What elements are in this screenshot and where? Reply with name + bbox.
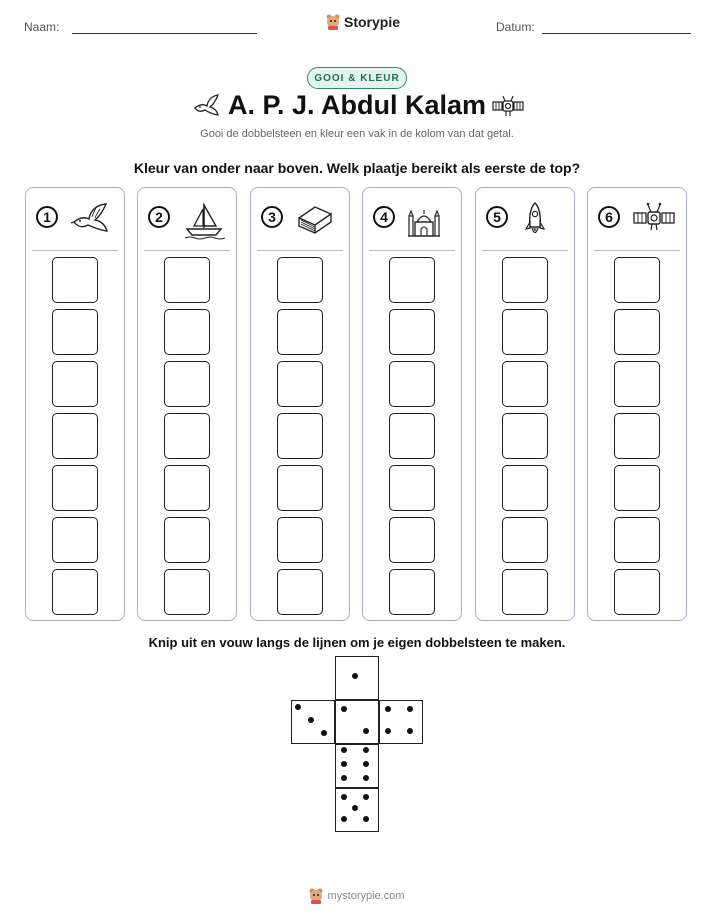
date-line[interactable] (542, 33, 691, 34)
color-box[interactable] (614, 309, 660, 355)
die-pip (341, 747, 347, 753)
column-number: 5 (486, 206, 508, 228)
color-column-5 (475, 187, 575, 621)
color-column-1 (25, 187, 125, 621)
color-box[interactable] (277, 361, 323, 407)
color-box[interactable] (389, 309, 435, 355)
color-box[interactable] (164, 517, 210, 563)
die-pip (407, 706, 413, 712)
column-divider (594, 250, 680, 251)
color-box[interactable] (389, 569, 435, 615)
color-box[interactable] (52, 309, 98, 355)
color-box[interactable] (52, 257, 98, 303)
die-pip (363, 794, 369, 800)
die-face-5 (335, 788, 379, 832)
color-box[interactable] (614, 517, 660, 563)
die-pip (363, 747, 369, 753)
satellite-icon (492, 93, 524, 119)
column-number: 6 (598, 206, 620, 228)
die-pip (352, 673, 358, 679)
color-box[interactable] (502, 361, 548, 407)
satellite-icon (632, 200, 676, 241)
color-box[interactable] (502, 569, 548, 615)
die-pip (321, 730, 327, 736)
instruction-heading: Kleur van onder naar boven. Welk plaatje bereikt als eerste de top? (133, 160, 581, 176)
die-pip (363, 816, 369, 822)
color-column-3 (250, 187, 350, 621)
column-divider (144, 250, 230, 251)
color-box[interactable] (502, 517, 548, 563)
sailboat-icon (182, 200, 226, 245)
rocket-icon (520, 200, 550, 247)
page-title: A. P. J. Abdul Kalam (227, 90, 487, 120)
color-column-2 (137, 187, 237, 621)
color-box[interactable] (389, 257, 435, 303)
book-icon (295, 200, 335, 245)
page-subtitle: Gooi de dobbelsteen en kleur een vak in de kolom van dat getal. (200, 128, 514, 140)
die-pip (341, 775, 347, 781)
color-box[interactable] (389, 465, 435, 511)
color-box[interactable] (52, 465, 98, 511)
column-divider (32, 250, 118, 251)
date-label: Datum: (496, 20, 535, 34)
column-divider (257, 250, 343, 251)
color-box[interactable] (614, 465, 660, 511)
color-box[interactable] (389, 517, 435, 563)
dice-net (291, 656, 425, 836)
die-pip (341, 794, 347, 800)
footer-url: mystorypie.com (327, 890, 405, 902)
color-box[interactable] (164, 361, 210, 407)
die-pip (341, 816, 347, 822)
die-pip (308, 717, 314, 723)
color-box[interactable] (502, 309, 548, 355)
die-pip (407, 728, 413, 734)
color-box[interactable] (502, 413, 548, 459)
color-box[interactable] (614, 569, 660, 615)
color-box[interactable] (52, 413, 98, 459)
color-box[interactable] (277, 569, 323, 615)
color-box[interactable] (277, 309, 323, 355)
die-pip (341, 761, 347, 767)
column-number: 4 (373, 206, 395, 228)
color-box[interactable] (614, 257, 660, 303)
color-column-6 (587, 187, 687, 621)
dove-icon (70, 200, 112, 245)
game-badge: GOOI & KLEUR (307, 67, 407, 89)
die-face-2 (335, 700, 379, 744)
color-box[interactable] (277, 257, 323, 303)
die-pip (363, 728, 369, 734)
color-box[interactable] (52, 517, 98, 563)
color-box[interactable] (164, 569, 210, 615)
color-box[interactable] (502, 257, 548, 303)
die-face-6 (335, 744, 379, 788)
color-box[interactable] (277, 465, 323, 511)
column-divider (369, 250, 455, 251)
color-box[interactable] (164, 465, 210, 511)
die-pip (352, 805, 358, 811)
name-label: Naam: (24, 20, 60, 34)
column-number: 1 (36, 206, 58, 228)
color-box[interactable] (389, 361, 435, 407)
mosque-icon (407, 200, 441, 245)
die-pip (363, 761, 369, 767)
brand-name: Storypie (344, 14, 401, 30)
color-box[interactable] (164, 257, 210, 303)
storypie-mascot-icon (326, 14, 340, 30)
die-face-4 (379, 700, 423, 744)
die-pip (385, 728, 391, 734)
column-divider (482, 250, 568, 251)
cut-instruction: Knip uit en vouw langs de lijnen om je eigen dobbelsteen te maken. (148, 635, 566, 650)
color-box[interactable] (277, 517, 323, 563)
column-number: 2 (148, 206, 170, 228)
die-pip (295, 704, 301, 710)
footer (0, 888, 714, 904)
color-box[interactable] (52, 569, 98, 615)
color-box[interactable] (614, 361, 660, 407)
color-box[interactable] (164, 309, 210, 355)
die-pip (363, 775, 369, 781)
color-column-4 (362, 187, 462, 621)
color-box[interactable] (502, 465, 548, 511)
color-box[interactable] (389, 413, 435, 459)
brand-logo (326, 14, 400, 30)
die-face-3 (291, 700, 335, 744)
storypie-mascot-icon (309, 888, 323, 904)
die-face-1 (335, 656, 379, 700)
die-pip (341, 706, 347, 712)
color-box[interactable] (277, 413, 323, 459)
color-box[interactable] (614, 413, 660, 459)
name-line[interactable] (72, 33, 257, 34)
die-pip (385, 706, 391, 712)
column-number: 3 (261, 206, 283, 228)
color-box[interactable] (164, 413, 210, 459)
color-box[interactable] (52, 361, 98, 407)
